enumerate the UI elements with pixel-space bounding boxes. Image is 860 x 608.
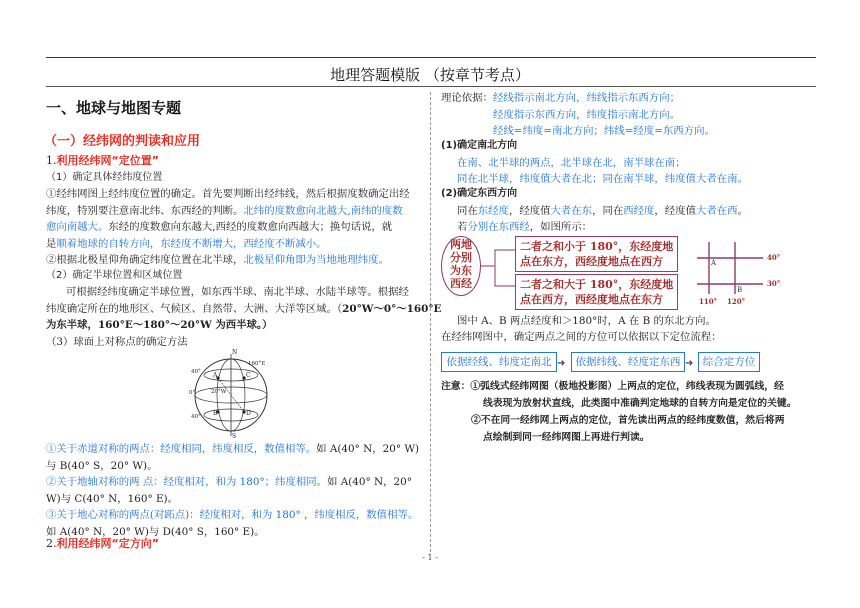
item2-title	[46, 536, 159, 553]
sym2-line2: W)与 C(40° N，160° E)。	[46, 492, 178, 505]
flow-step-3: 综合定方位	[698, 352, 760, 372]
ew2-c: ，如图所示：	[529, 221, 593, 233]
paragraph-3	[46, 284, 441, 334]
label-0: 0°	[189, 390, 196, 396]
item2-title-text: 利用经纬网“定方向”	[56, 537, 159, 550]
item1-title	[46, 153, 159, 170]
flow-arrow-1: ➜	[557, 358, 566, 369]
brace-lines	[481, 240, 515, 300]
oval-line4: 西经	[450, 277, 472, 290]
ew-rule1	[441, 203, 748, 220]
label-40n: 40°	[191, 369, 201, 375]
item1-title-num: 1.	[46, 154, 57, 167]
box1-line2: 点在东方，西经度地点在西方	[520, 255, 663, 268]
ew1-i: 。	[737, 204, 748, 217]
label-b: B	[213, 410, 218, 417]
label-d: D	[246, 410, 251, 417]
grid-label-120: 120°	[727, 297, 746, 306]
notes	[441, 378, 797, 446]
sym1-line1	[46, 441, 419, 458]
top-rule	[46, 57, 816, 58]
p1-line4-highlight: 顺着地球的自转方向，东经度不断增大，西经度不断减小。	[56, 237, 327, 250]
flow-step-2: 依据纬线、经度定东西	[571, 352, 685, 372]
sym1-line2: 与 B(40° S，20° W)。	[46, 459, 158, 472]
label-20w: 20°W	[211, 389, 227, 395]
theory-basis	[441, 90, 715, 140]
p1-line3-text: 东经的度数愈向东越大,西经的度数愈向西越大；换句话说，就	[108, 221, 393, 233]
note-label: 注意：	[441, 381, 471, 392]
sym3-line2: 如 A(40° N，20° W)与 D(40° S，160° E)。	[46, 525, 265, 538]
grid-label-b: B	[737, 286, 743, 294]
sym2-example: 如 A(40° N，20°	[327, 476, 412, 488]
graticule-figure	[695, 240, 785, 306]
ew1-e: ，同在	[592, 204, 624, 217]
ew-heading: (2)确定东西方向	[441, 188, 518, 199]
p3-line3: 为东半球，160°E～180°～20°W 为西半球。）	[46, 319, 273, 331]
paragraph-2	[46, 252, 389, 269]
note1-line1	[441, 378, 797, 395]
ns-rule2: 同在北半球，纬度值大者在北；同在南半球，纬度值大者在南。	[457, 173, 748, 185]
label-c: C	[246, 372, 251, 379]
oval-line3: 为东	[450, 264, 472, 277]
label-160e: 160°E	[248, 361, 266, 367]
globe-figure	[186, 348, 276, 438]
oval-line1: 两地	[450, 238, 472, 251]
ns-heading: (1)确定南北方向	[441, 140, 518, 151]
label-40s: 40°	[191, 414, 201, 420]
paragraph-1	[46, 186, 410, 252]
symmetry-points	[46, 441, 419, 540]
oval-line2: 分别	[450, 251, 472, 264]
sub1-heading: （1）确定具体经纬度位置	[46, 172, 163, 183]
note1-a: ①弧线式经纬网图（极地投影图）上两点的定位，纬线表现为圆弧线，经	[470, 381, 784, 392]
sub3-heading: （3）球面上对称点的确定方法	[46, 336, 188, 348]
box2-line2: 点在西方，西经度地点在东方	[520, 293, 663, 306]
label-a: A	[213, 372, 218, 379]
flow-arrow-2: ➜	[685, 358, 694, 369]
flow-intro: 在经纬网图中，确定两点之间的方位可以依据以下定位流程：	[441, 331, 722, 343]
ew1-f: 西经度	[623, 204, 655, 217]
label-n: N	[232, 349, 238, 356]
sym1-example: 如 A(40° N，20° W)	[316, 443, 420, 455]
ew1-c: ，经度值	[508, 204, 551, 217]
section-heading: 一、地球与地图专题	[46, 99, 182, 117]
flow-step-1: 依据经线、纬度定南北	[441, 352, 557, 372]
basis2: 经度指示东西方向，纬度指示南北方向。	[493, 108, 681, 121]
basis-line1	[441, 90, 715, 107]
page-number: - 1 -	[422, 553, 438, 562]
grid-label-40: 40°	[767, 253, 781, 262]
grid-label-110: 110°	[699, 297, 718, 306]
ew-rule2	[441, 219, 748, 236]
p1-line3-highlight: 愈向南越大。	[46, 221, 109, 233]
p2-text: ②根据北极星仰角确定纬度位置在北半球，	[46, 254, 244, 266]
ew1-a: 同在	[457, 204, 478, 217]
ew1-h: 大者在西	[695, 204, 738, 217]
ew1-b: 东经度	[477, 204, 509, 217]
grid-label-a: A	[711, 259, 717, 267]
note2-line1: ②不在同一经纬网上两点的定位，首先读出两点的经纬度数值，然后将两	[471, 415, 785, 426]
p3-line2-text: 纬度确定所在的地形区、气候区、自然带、大洲、大洋等区域。（	[46, 302, 343, 315]
sym1-highlight: ①关于赤道对称的两点：经度相同，纬度相反，数值相等。	[46, 443, 317, 455]
subsection-heading: （一）经纬网的判读和应用	[44, 134, 201, 149]
basis3: 经线=纬度=南北方向；纬线=经度=东西方向。	[493, 125, 715, 137]
title-underline	[46, 86, 816, 87]
two-points-oval	[441, 236, 481, 296]
box1-line1: 二者之和小于 180°，东经度地	[520, 240, 674, 253]
sym2-highlight: ②关于地轴对称的两 点：经度相对，和为 180°；纬度相同。	[46, 476, 328, 488]
ns-rule1: 在南、北半球的两点，北半球在北，南半球在南；	[457, 156, 686, 169]
sum-greater-than-180-box	[515, 274, 678, 310]
east-west-section	[441, 186, 748, 236]
p1-line1: ①经纬网图上经纬度位置的确定。首先要判断出经纬线，然后根据度数确定出经	[46, 188, 410, 200]
basis1: 经线指示南北方向，纬线指示东西方向；	[492, 92, 680, 104]
p3-line1: 可根据经纬度确定半球位置，如东西半球、南北半球、水陆半球等。根据经	[66, 286, 409, 298]
ew2-a: 若	[457, 221, 468, 233]
note1-line2: 线表现为放射状直线，此类图中准确判定地球的自转方向是定位的关键。	[483, 398, 797, 409]
note2-line2: 点绘制到同一经纬网图上再进行判读。	[483, 432, 650, 443]
p1-line4	[46, 236, 410, 253]
p2-highlight: 北极星仰角即为当地地理纬度。	[243, 254, 389, 266]
ew1-g: ，经度值	[654, 204, 696, 217]
item2-title-num: 2.	[46, 537, 57, 550]
p1-line4-text: 是	[46, 237, 57, 250]
basis-label: 理论依据：	[441, 92, 493, 104]
page-title: 地理答题模版 （按章节考点）	[330, 66, 530, 84]
figure-caption: 图中 A、B 两点经度和＞180°时，A 在 B 的东北方向。	[457, 315, 716, 327]
box2-line1: 二者之和大于 180°，东经度地	[520, 278, 674, 291]
sym3-line1: ③关于地心对称的两点(对跖点)：经度相对，和为 180° ，纬度相反，数值相等。	[46, 509, 419, 521]
p3-line2-bold: 20°W～0°～160°E	[342, 302, 442, 315]
ew2-b: 分别在东西经	[467, 221, 530, 233]
ew1-d: 大者在东	[550, 204, 593, 217]
sym2-line1	[46, 474, 419, 491]
p1-line3	[46, 219, 410, 236]
p1-line2-highlight: 北纬的度数愈向北越大,南纬的度数	[243, 204, 403, 217]
sum-less-than-180-box	[515, 236, 678, 272]
p1-line2	[46, 203, 410, 220]
label-s: S	[232, 433, 237, 438]
sub2-heading: （2）确定半球位置和区域位置	[46, 270, 183, 281]
north-south-section	[441, 138, 748, 188]
grid-label-30: 30°	[767, 279, 781, 288]
p3-line2	[46, 301, 441, 318]
p1-line2-text: 纬度，特别要注意南北纬、东西经的判断。	[46, 204, 244, 217]
item1-title-text: 利用经纬网“定位置”	[56, 154, 159, 167]
